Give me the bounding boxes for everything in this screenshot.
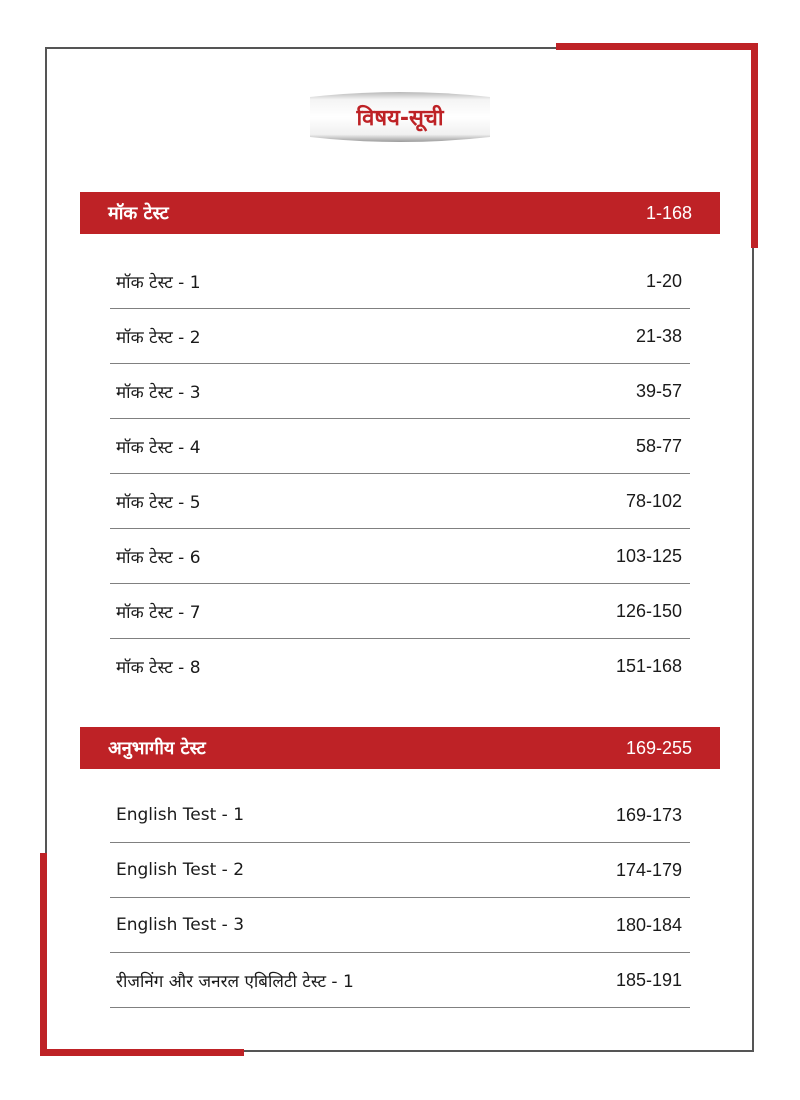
toc-row [110,584,690,639]
toc-row-label: English Test - 2 [116,860,245,880]
toc-row [110,419,690,474]
toc-row-pages: 39-57 [635,380,682,401]
toc-row-pages: 78-102 [625,490,682,511]
mock-test-list [110,254,690,694]
toc-row-label: रीजनिंग और जनरल एबिलिटी टेस्ट - 1 [116,971,354,992]
toc-row-label: English Test - 1 [116,805,245,825]
section-page-range: 169-255 [625,737,692,758]
toc-row-label: मॉक टेस्ट - 3 [116,382,201,403]
section-page-range: 1-168 [645,202,692,223]
toc-row-label: मॉक टेस्ट - 6 [116,547,201,568]
toc-row [110,953,690,1008]
page-title: विषय-सूची [356,106,444,131]
section-header-mock-tests [80,192,720,234]
corner-accent-bottom-left [40,1049,244,1056]
toc-row-label: मॉक टेस्ट - 8 [116,658,201,678]
toc-row [110,898,690,953]
toc-row-pages: 185-191 [615,969,682,990]
toc-row [110,639,690,694]
toc-row-label: मॉक टेस्ट - 2 [116,327,201,348]
toc-row-pages: 1-20 [645,270,682,291]
corner-accent-left [40,853,47,1056]
toc-row-pages: 126-150 [615,600,682,621]
toc-row-pages: 151-168 [615,656,682,676]
corner-accent-top-right [556,43,758,50]
corner-accent-right [751,43,758,248]
toc-row-label: मॉक टेस्ट - 4 [116,437,201,458]
section-title: अनुभागीय टेस्ट [108,738,206,759]
toc-row-pages: 21-38 [635,325,682,346]
toc-row [110,474,690,529]
toc-row-pages: 58-77 [635,435,682,456]
toc-row-label: मॉक टेस्ट - 7 [116,602,201,623]
toc-row [110,843,690,898]
toc-row [110,309,690,364]
toc-row-pages: 169-173 [615,804,682,825]
toc-row [110,788,690,843]
section-title: मॉक टेस्ट [108,203,169,224]
sectional-test-list [110,788,690,1008]
title-banner [308,88,492,146]
toc-row-label: मॉक टेस्ट - 1 [116,272,201,293]
toc-row-pages: 103-125 [615,545,682,566]
toc-row [110,254,690,309]
toc-row-label: English Test - 3 [116,915,245,935]
toc-row-pages: 180-184 [615,914,682,935]
toc-row-label: मॉक टेस्ट - 5 [116,492,201,513]
toc-row-pages: 174-179 [615,859,682,880]
section-header-sectional-tests [80,727,720,769]
toc-row [110,364,690,419]
toc-row [110,529,690,584]
